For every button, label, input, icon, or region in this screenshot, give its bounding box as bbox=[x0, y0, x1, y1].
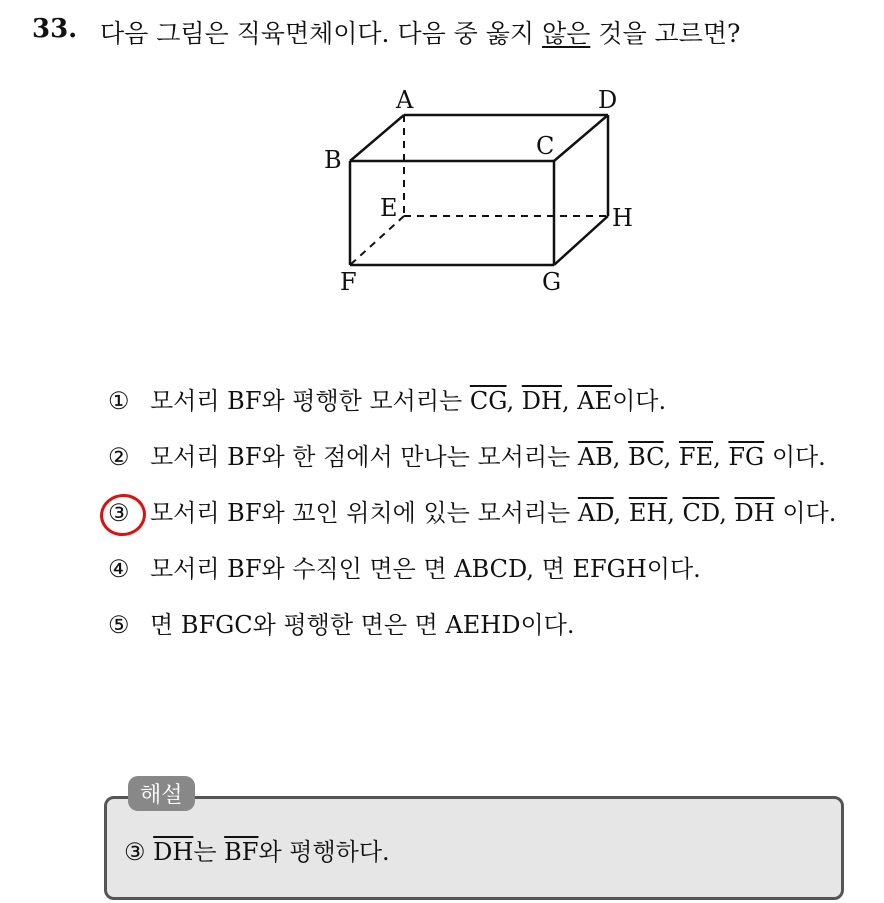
label-H: H bbox=[612, 204, 633, 232]
question-text-after: 것을 고르면? bbox=[590, 19, 741, 48]
choice-list bbox=[108, 380, 848, 660]
question-text-before: 다음 그림은 직육면체이다. 다음 중 옳지 bbox=[100, 19, 543, 48]
choice-text: 면 BFGC와 평행한 면은 면 AEHD이다. bbox=[150, 611, 575, 639]
choice-number: ② bbox=[108, 443, 130, 471]
choice-text: 모서리 BF와 수직인 면은 면 ABCD, 면 EFGH이다. bbox=[150, 555, 701, 583]
choice-5[interactable] bbox=[108, 604, 848, 646]
edge-DC bbox=[554, 115, 608, 161]
choice-3[interactable] bbox=[108, 492, 848, 534]
choice-number: ① bbox=[108, 387, 130, 415]
question-number: 33. bbox=[32, 14, 78, 44]
question-text bbox=[100, 14, 740, 50]
label-A: A bbox=[396, 86, 414, 114]
explanation-tag: 해설 bbox=[128, 776, 195, 811]
answer-circle-mark bbox=[97, 491, 148, 539]
cuboid-figure bbox=[318, 80, 648, 300]
edge-EF bbox=[350, 216, 404, 265]
choice-text: 모서리 BF와 평행한 모서리는 $\overline{CG}$, $\overline{DH}$, $\overline{AE}$이다. bbox=[150, 387, 667, 415]
label-F: F bbox=[340, 268, 357, 296]
explanation-text: ③ $\overline{DH}$는 $\overline{BF}$와 평행하다. bbox=[124, 838, 390, 866]
label-G: G bbox=[542, 268, 562, 296]
choice-text: 모서리 BF와 한 점에서 만나는 모서리는 $\overline{AB}$, $\overline{BC}$, $\overline{FE}$, $\overline{FG}$ 이다. bbox=[150, 443, 826, 471]
label-D: D bbox=[598, 86, 618, 114]
label-B: B bbox=[324, 146, 342, 174]
edge-GH bbox=[554, 216, 608, 265]
choice-number: ③ bbox=[108, 492, 150, 534]
edge-AB bbox=[350, 115, 404, 161]
choice-1[interactable] bbox=[108, 380, 848, 422]
choice-4[interactable] bbox=[108, 548, 848, 590]
choice-number: ⑤ bbox=[108, 611, 130, 639]
choice-number: ④ bbox=[108, 555, 130, 583]
choice-text: 모서리 BF와 꼬인 위치에 있는 모서리는 $\overline{AD}$, $\overline{EH}$, $\overline{CD}$, $\overline{DH}$ 이다. bbox=[150, 499, 837, 527]
question-text-underlined: 않은 bbox=[542, 19, 591, 48]
label-C: C bbox=[536, 132, 555, 160]
choice-2[interactable] bbox=[108, 436, 848, 478]
label-E: E bbox=[380, 194, 398, 222]
